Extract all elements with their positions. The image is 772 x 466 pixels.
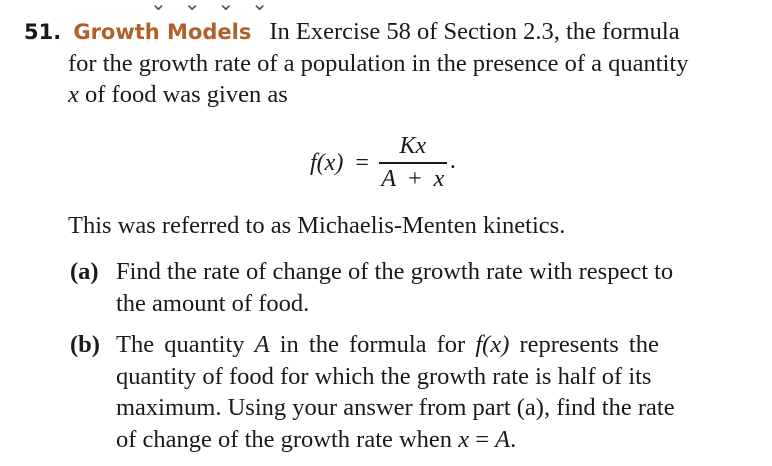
clipped-previous-line: ⌄ ⌄ ⌄ ⌄ (150, 0, 275, 15)
part-b-text-1b: in the formula for (269, 331, 476, 358)
fraction-numerator: Kx (399, 133, 427, 160)
denominator-x: x (433, 165, 445, 192)
part-b-line-1 (70, 329, 720, 361)
function-fx: f(x) (475, 331, 510, 358)
part-a-line-2 (70, 288, 720, 320)
michaelis-menten-formula (310, 128, 456, 198)
fraction-denominator (381, 164, 444, 193)
equals-sign: = (469, 425, 496, 453)
part-b-text-2: quantity of food for which the growth rate is half of its (116, 362, 652, 390)
part-a-text-2: the amount of food. (116, 289, 310, 317)
part-b-text-1a: The quantity (116, 331, 255, 358)
exercise-51 (24, 16, 724, 110)
part-b-line-4 (70, 424, 720, 456)
part-b-text-4a: of change of the growth rate when (116, 425, 459, 453)
part-b-text-1c: represents the (509, 331, 659, 358)
exercise-header-line (24, 16, 724, 48)
exercise-number: 51. (24, 20, 62, 44)
kinetics-remark: This was referred to as Michaelis-Menten kinetics. (68, 212, 566, 239)
part-b-text-1 (116, 331, 659, 358)
part-b-label: (b) (70, 331, 100, 358)
variable-x-eq: x (458, 425, 470, 453)
variable-x: x (68, 81, 79, 108)
part-a-line-1 (70, 256, 720, 288)
intro-text-line-3-content: of food was given as (78, 81, 288, 108)
part-a (70, 256, 720, 319)
part-b-period: . (510, 425, 517, 453)
part-a-label: (a) (70, 258, 99, 285)
exercise-topic: Growth Models (73, 20, 252, 44)
part-b-line-3 (70, 392, 720, 424)
intro-text-line-1: In Exercise 58 of Section 2.3, the formula (269, 18, 680, 45)
part-b-text-3: maximum. Using your answer from part (a), find the rate (116, 394, 675, 421)
part-b (70, 329, 720, 455)
denominator-plus: + (408, 165, 422, 192)
formula-fraction (379, 133, 447, 192)
intro-text-line-2-content: for the growth rate of a population in the presence of a quantity (68, 50, 689, 77)
intro-text-line-3 (24, 79, 724, 110)
formula-equals: = (355, 149, 369, 176)
denominator-A: A (381, 165, 397, 192)
intro-text-line-2 (24, 48, 724, 79)
variable-A-eq: A (495, 425, 511, 453)
formula-lhs: f(x) (310, 149, 344, 176)
variable-A: A (254, 331, 270, 358)
formula-period: . (449, 147, 456, 174)
part-a-text-1: Find the rate of change of the growth rate with respect to (116, 258, 674, 285)
part-b-line-2 (70, 361, 720, 393)
